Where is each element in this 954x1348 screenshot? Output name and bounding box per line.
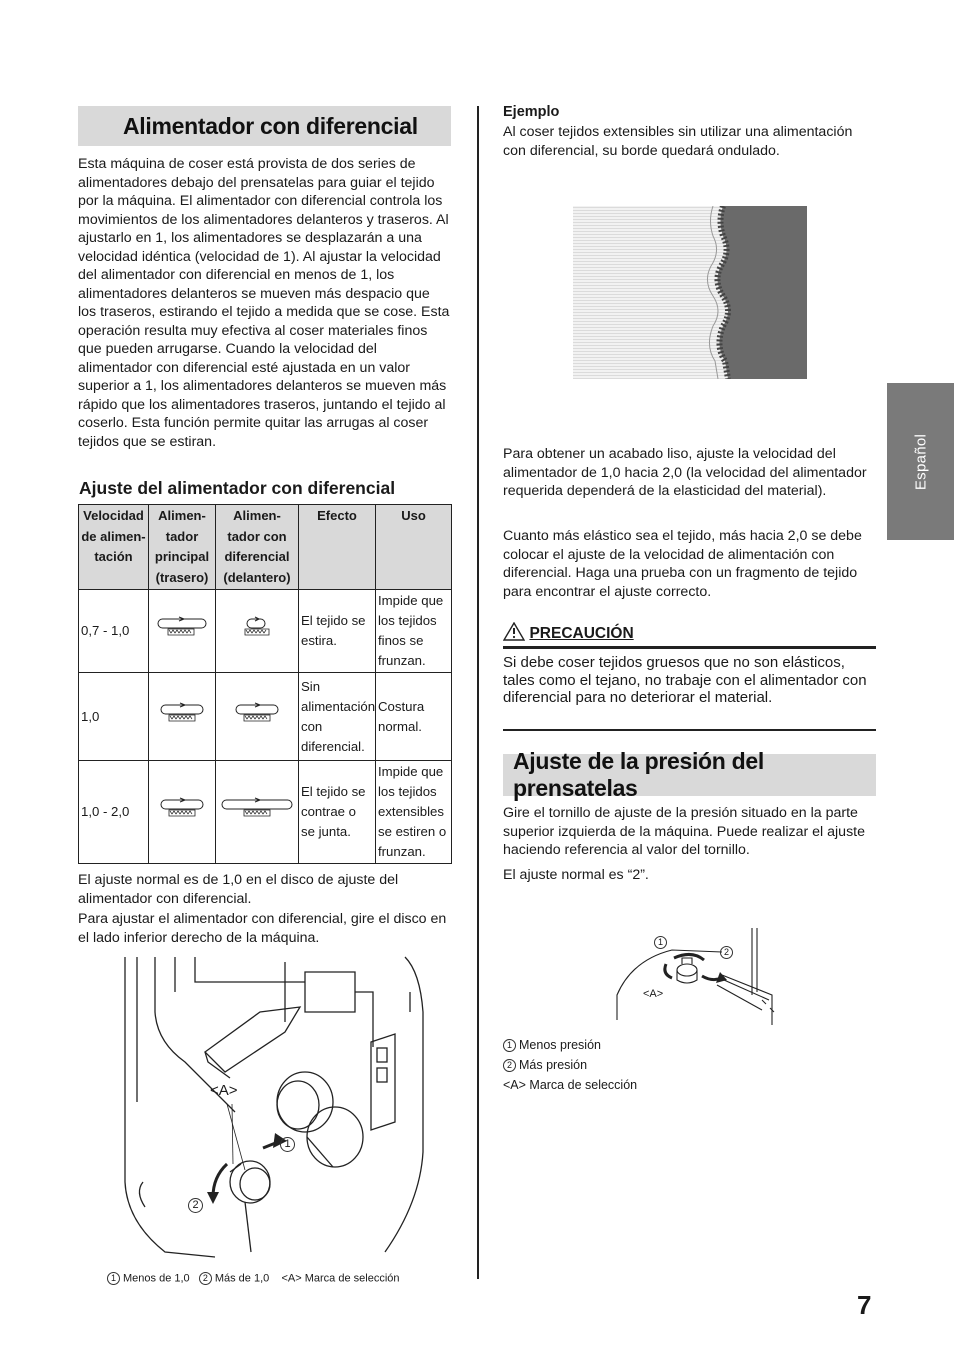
normal-setting-paragraph: El ajuste normal es de 1,0 en el disco de ajuste del alimentador con diferencial. <box>78 872 399 907</box>
legend-item <box>503 1075 637 1095</box>
feed-dog-icon <box>216 673 299 761</box>
feed-dog-icon <box>149 673 216 761</box>
caution-paragraph: Si debe coser tejidos gruesos que no son elásticos, tales como el tejano, no trabaje con el alimentador con diferencial para no deteriorar el material. <box>503 654 867 706</box>
section-title-differential-feed <box>78 106 451 146</box>
section-title-presser-pressure <box>503 748 876 801</box>
caption-marker-2: 2 <box>199 1272 212 1285</box>
figure-label-a: <A> <box>210 1082 238 1099</box>
feed-dog-icon <box>149 761 216 864</box>
feed-dog-icon <box>149 590 216 673</box>
example-paragraph: Al coser tejidos extensibles sin utilizar una alimentación con diferencial, su borde quedará ondulado. <box>503 124 853 159</box>
header-effect: Efecto <box>299 505 376 590</box>
differential-feed-table <box>78 504 452 864</box>
caption-a: <A> Marca de selección <box>281 1272 400 1285</box>
example-heading: Ejemplo <box>503 104 560 120</box>
cell-use: Impide que los tejidos extensibles se estiren o frunzan. <box>376 761 452 864</box>
header-differential-feed: Alimen- tador con diferencial (delantero) <box>216 505 299 590</box>
page-number: 7 <box>857 1290 872 1320</box>
cell-effect: Sin alimentación con diferencial. <box>299 673 376 761</box>
subheading-adjust-differential: Ajuste del alimentador con diferencial <box>79 478 396 498</box>
legend-marker-1: 1 <box>503 1039 516 1052</box>
language-side-tab <box>887 383 954 540</box>
table-row <box>79 590 452 673</box>
header-use: Uso <box>376 505 452 590</box>
wavy-edge-fabric-photo <box>573 206 807 379</box>
feed-dog-icon <box>216 761 299 864</box>
machine-differential-dial-illustration <box>105 952 435 1262</box>
smooth-finish-paragraph: Para obtener un acabado liso, ajuste la velocidad del alimentador de 1,0 hacia 2,0 (la velocidad del alimentador requerida dependerá de la elasticidad del material). <box>503 446 867 499</box>
fig2-label-2: 2 <box>720 946 733 959</box>
cell-effect: El tejido se estira. <box>299 590 376 673</box>
fig2-label-a: <A> <box>643 988 664 1000</box>
cell-use: Costura normal. <box>376 673 452 761</box>
header-main-feed: Alimen- tador principal (trasero) <box>149 505 216 590</box>
figure-caption <box>107 1272 400 1285</box>
header-speed: Velocidad de alimen- tación <box>79 505 149 590</box>
legend-item <box>503 1035 637 1055</box>
caution-top-rule <box>503 646 876 649</box>
column-divider <box>477 106 479 1279</box>
cell-speed: 1,0 - 2,0 <box>79 761 149 864</box>
side-tab-label: Español <box>912 433 929 490</box>
pressure-legend <box>503 1035 637 1095</box>
cell-use: Impide que los tejidos finos se frunzan. <box>376 590 452 673</box>
pressure-screw-illustration <box>612 920 777 1025</box>
caption-2: Más de 1,0 <box>214 1272 270 1285</box>
caption-marker-1: 1 <box>107 1272 120 1285</box>
adjust-disc-paragraph: Para ajustar el alimentador con diferencial, gire el disco en el lado inferior derecho de la máquina. <box>78 911 447 946</box>
legend-1: Menos presión <box>519 1038 601 1052</box>
table-header-row <box>79 505 452 590</box>
section-title-text: Alimentador con diferencial <box>123 112 418 139</box>
caption-1: Menos de 1,0 <box>123 1272 190 1285</box>
caution-bottom-rule <box>503 729 876 731</box>
section-title-text: Ajuste de la presión del prensatelas <box>513 748 764 801</box>
cell-speed: 1,0 <box>79 673 149 761</box>
legend-item <box>503 1055 637 1075</box>
legend-2: Más presión <box>519 1058 588 1072</box>
table-row <box>79 761 452 864</box>
figure-label-2: 2 <box>188 1198 203 1213</box>
pressure-normal-setting: El ajuste normal es “2”. <box>503 867 649 883</box>
pressure-paragraph: Gire el tornillo de ajuste de la presión situado en la parte superior izquierda de la máquina. Puede realizar el ajuste haciendo referencia al valor del tornillo. <box>503 805 865 858</box>
feed-dog-icon <box>216 590 299 673</box>
warning-icon <box>503 622 525 641</box>
figure-label-1: 1 <box>280 1137 295 1152</box>
cell-speed: 0,7 - 1,0 <box>79 590 149 673</box>
table-row <box>79 673 452 761</box>
legend-marker-2: 2 <box>503 1059 516 1072</box>
elasticity-paragraph: Cuanto más elástico sea el tejido, más hacia 2,0 se debe colocar el ajuste de la velocidad de alimentación con diferencial. Haga una prueba con un fragmento de tejido para encontrar el ajuste correcto. <box>503 528 862 600</box>
caution-header <box>503 622 876 643</box>
intro-paragraph: Esta máquina de coser está provista de dos series de alimentadores debajo del prensatelas para guiar el tejido por la máquina. El alimentador con diferencial controla los movimientos de los alimentadores delanteros y traseros. Al ajustarlo en 1, los alimentadores se desplazarán a una velocidad idéntica (velocidad de 1). Al ajustar la velocidad del alimentador con diferencial en menos de 1, los alimentadores delanteros se mueven más despacio que los traseros, estirando el tejido a medida que se cose. Esta operación resulta muy efectiva al coser materiales finos que pueden arrugarse. Cuando la velocidad del alimentador con diferencial esté ajustada en un valor superior a 1, los alimentadores delanteros se mueven más rápido que los alimentadores traseros, juntando el tejido al coserlo. Esta función permite quitar las arrugas al coser tejidos que se estiran. <box>78 156 450 450</box>
legend-a: <A> Marca de selección <box>503 1078 638 1092</box>
fig2-label-1: 1 <box>654 936 667 949</box>
cell-effect: El tejido se contrae o se junta. <box>299 761 376 864</box>
caution-heading: PRECAUCIÓN <box>529 625 634 642</box>
